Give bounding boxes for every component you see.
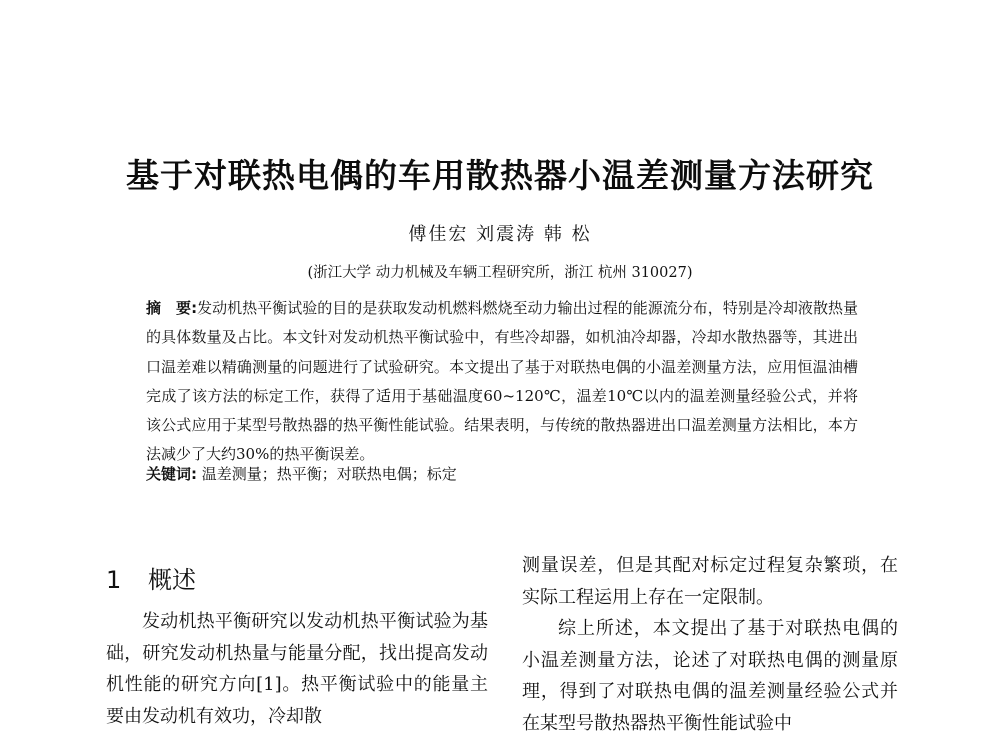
right-continuation-paragraph: 测量误差，但是其配对标定过程复杂繁琐，在实际工程运用上存在一定限制。 [522,555,898,608]
right-column [522,550,898,733]
keywords-text: 温差测量；热平衡；对联热电偶；标定 [201,465,457,483]
section-heading [106,560,488,600]
abstract-block [146,294,858,470]
abstract-label: 摘 要: [146,299,198,317]
paper-affiliation: (浙江大学 动力机械及车辆工程研究所，浙江 杭州 310027) [307,265,693,281]
left-column [106,560,488,732]
paper-authors: 傅佳宏 刘震涛 韩 松 [408,224,592,245]
section-title: 概述 [148,566,196,594]
section-number: 1 [106,566,122,594]
section1-paragraph: 发动机热平衡研究以发动机热平衡试验为基础，研究发动机热量与能量分配，找出提高发动机性能的研究方向[1]。热平衡试验中的能量主要由发动机有效功，冷却散 [106,611,488,727]
paper-title: 基于对联热电偶的车用散热器小温差测量方法研究 [126,156,874,195]
keywords-label: 关键词: [146,465,197,483]
right-summary-paragraph: 综上所述，本文提出了基于对联热电偶的小温差测量方法，论述了对联热电偶的测量原理，得到了对联热电偶的温差测量经验公式并在某型号散热器热平衡性能试验中 [522,618,898,733]
abstract-text: 发动机热平衡试验的目的是获取发动机燃料燃烧至动力输出过程的能源流分布，特别是冷却液散热量的具体数量及占比。本文针对发动机热平衡试验中，有些冷却器，如机油冷却器，冷却水散热器等，其进出口温差难以精确测量的问题进行了试验研究。本文提出了基于对联热电偶的小温差测量方法，应用恒温油槽完成了该方法的标定工作，获得了适用于基础温度60~120℃，温差10℃以内的温差测量经验公式，并将该公式应用于某型号散热器的热平衡性能试验。结果表明，与传统的散热器进出口温差测量方法相比，本方法减少了大约30%的热平衡误差。 [146,299,858,464]
keywords-block [146,460,858,489]
